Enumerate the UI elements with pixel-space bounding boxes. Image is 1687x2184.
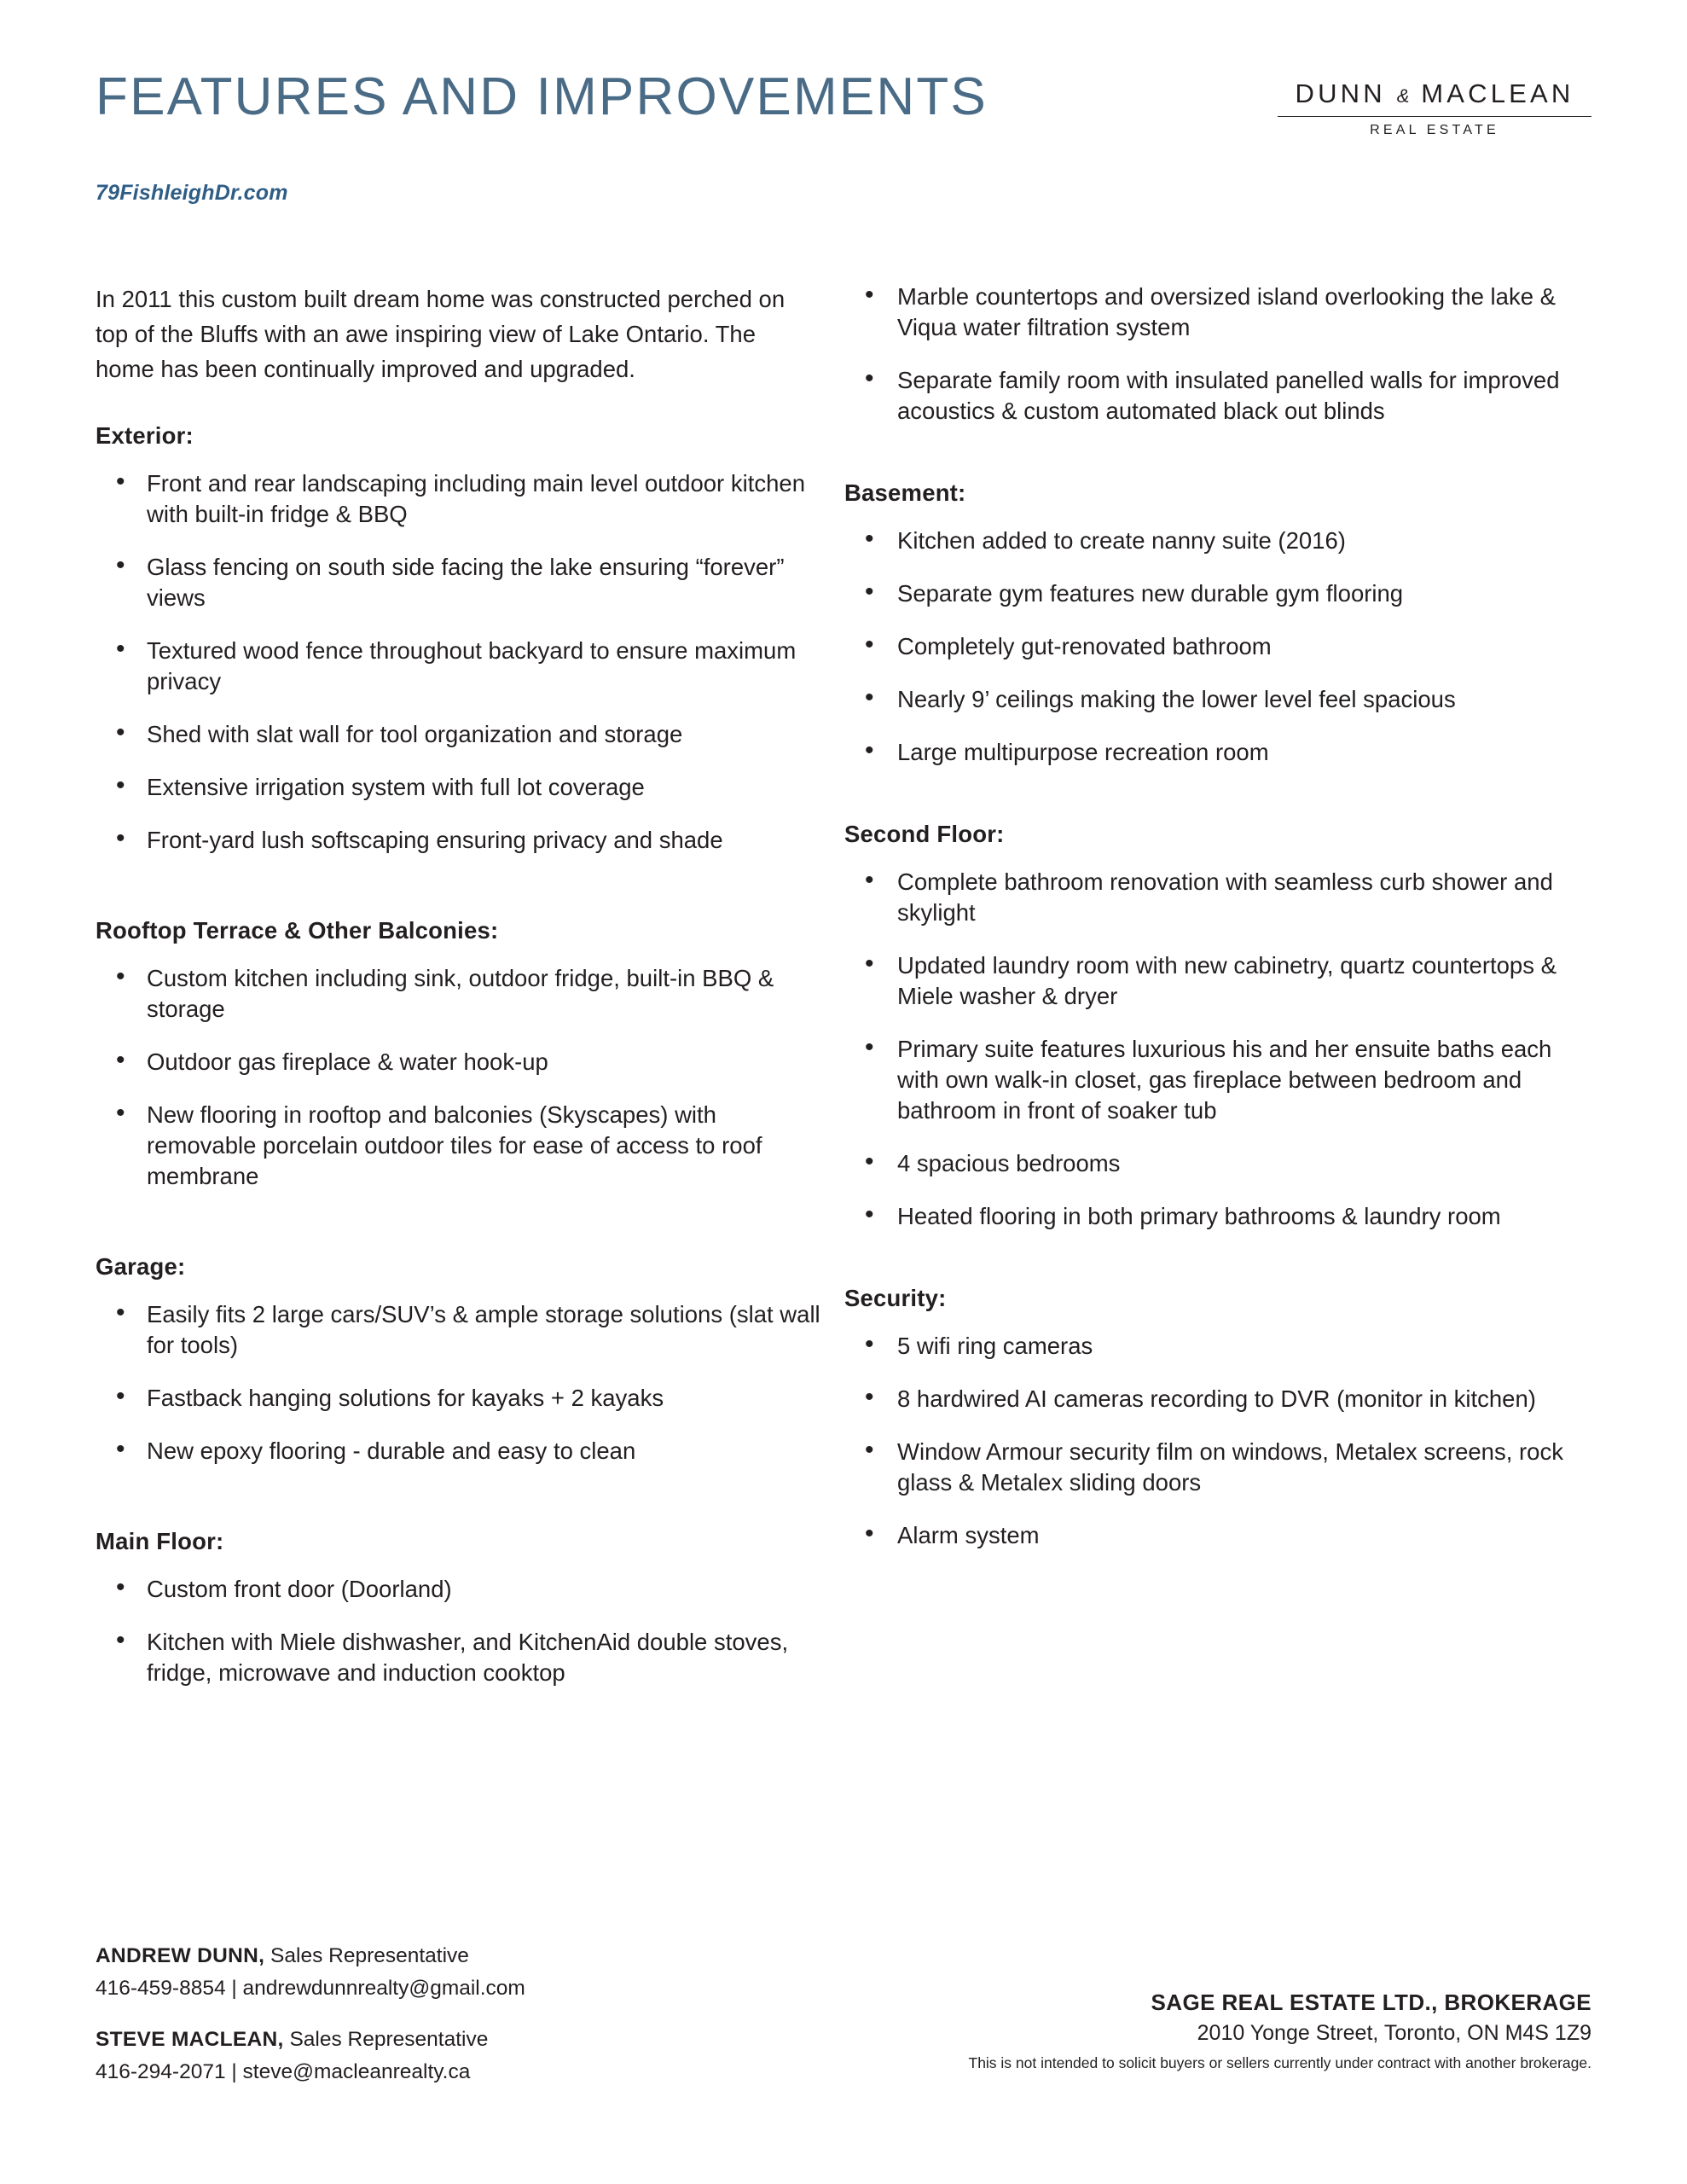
section-heading: Main Floor: xyxy=(96,1528,224,1554)
section-rooftop-terrace xyxy=(96,917,820,1192)
list-item: • Nearly 9’ ceilings making the lower level feel spacious xyxy=(844,684,1569,715)
section-heading: Garage: xyxy=(96,1253,186,1280)
brand-name-second: MACLEAN xyxy=(1421,78,1574,108)
brand-name-first: DUNN xyxy=(1295,78,1386,108)
list-item: • 8 hardwired AI cameras recording to DVR (monitor in kitchen) xyxy=(844,1384,1569,1414)
list-item: • Marble countertops and oversized island overlooking the lake & Viqua water filtration system xyxy=(844,282,1569,343)
disclaimer-text: This is not intended to solicit buyers or sellers currently under contract with another brokerage. xyxy=(968,2054,1591,2071)
list-item: • Fastback hanging solutions for kayaks + 2 kayaks xyxy=(96,1383,820,1414)
agent-contact[interactable]: 416-294-2071 | steve@macleanrealty.ca xyxy=(96,2060,471,2083)
feature-list xyxy=(844,1331,1569,1551)
agent-block-2 xyxy=(96,2024,525,2088)
list-item: • Textured wood fence throughout backyard to ensure maximum privacy xyxy=(96,636,820,697)
section-garage xyxy=(96,1253,820,1467)
list-item: • Heated flooring in both primary bathrooms & laundry room xyxy=(844,1201,1569,1232)
list-item: • Alarm system xyxy=(844,1520,1569,1551)
list-item: • 5 wifi ring cameras xyxy=(844,1331,1569,1362)
section-exterior xyxy=(96,422,820,856)
intro-paragraph: In 2011 this custom built dream home was constructed perched on top of the Bluffs with an awe inspiring view of Lake Ontario. The home has been continually improved and upgraded. xyxy=(96,286,786,382)
section-basement xyxy=(844,479,1569,768)
list-item: • Glass fencing on south side facing the lake ensuring “forever” views xyxy=(96,552,820,613)
list-item: • Kitchen added to create nanny suite (2016) xyxy=(844,526,1569,556)
list-item: • 4 spacious bedrooms xyxy=(844,1148,1569,1179)
agent-title: Sales Representative xyxy=(264,1944,469,1967)
section-heading: Rooftop Terrace & Other Balconies: xyxy=(96,917,499,944)
section-heading: Exterior: xyxy=(96,422,194,449)
agent-name: ANDREW DUNN, xyxy=(96,1944,265,1967)
brokerage-address: 2010 Yonge Street, Toronto, ON M4S 1Z9 xyxy=(1197,2021,1591,2045)
list-item: • Easily fits 2 large cars/SUV’s & ample storage solutions (slat wall for tools) xyxy=(96,1299,820,1361)
list-item: • Separate family room with insulated panelled walls for improved acoustics & custom automated black out blinds xyxy=(844,365,1569,427)
section-security xyxy=(844,1285,1569,1551)
feature-list xyxy=(844,867,1569,1232)
agent-contact[interactable]: 416-459-8854 | andrewdunnrealty@gmail.com xyxy=(96,1977,525,2000)
feature-list xyxy=(96,963,820,1192)
main-floor-continued-list xyxy=(844,282,1569,427)
section-heading: Basement: xyxy=(844,479,966,506)
agent-block-1 xyxy=(96,1940,525,2005)
spacer xyxy=(844,449,1569,479)
agent-name-line xyxy=(96,1940,525,1972)
list-item: • Front and rear landscaping including main level outdoor kitchen with built-in fridge & BBQ xyxy=(96,468,820,530)
list-item: • Updated laundry room with new cabinetry, quartz countertops & Miele washer & dryer xyxy=(844,950,1569,1012)
list-item: • Complete bathroom renovation with seamless curb shower and skylight xyxy=(844,867,1569,928)
list-item: • Completely gut-renovated bathroom xyxy=(844,631,1569,662)
list-item: • Kitchen with Miele dishwasher, and KitchenAid double stoves, fridge, microwave and induction cooktop xyxy=(96,1627,820,1688)
feature-list xyxy=(844,526,1569,768)
left-column xyxy=(96,282,820,1711)
agent-title: Sales Representative xyxy=(283,2028,489,2051)
property-website-link[interactable]: 79FishleighDr.com xyxy=(96,181,288,205)
agent-name-line xyxy=(96,2024,525,2056)
brokerage-name: SAGE REAL ESTATE LTD., BROKERAGE xyxy=(1151,1989,1591,2015)
list-item: • Large multipurpose recreation room xyxy=(844,737,1569,768)
spacer xyxy=(96,1489,820,1528)
list-item: • New flooring in rooftop and balconies (Skyscapes) with removable porcelain outdoor tiles for ease of access to roof membrane xyxy=(96,1100,820,1192)
list-item: • Shed with slat wall for tool organization and storage xyxy=(96,719,820,750)
list-item: • New epoxy flooring - durable and easy to clean xyxy=(96,1436,820,1467)
list-item: • Outdoor gas fireplace & water hook-up xyxy=(96,1047,820,1077)
brand-subtitle: REAL ESTATE xyxy=(1370,123,1499,137)
agent-contacts xyxy=(96,1940,525,2107)
list-item: • Primary suite features luxurious his and her ensuite baths each with own walk-in closet, gas fireplace between bedroom and bathroom in front of soaker tub xyxy=(844,1034,1569,1126)
document-header xyxy=(96,67,1597,177)
spacer xyxy=(844,790,1569,821)
agent-name: STEVE MACLEAN, xyxy=(96,2028,284,2051)
list-item: • Window Armour security film on windows, Metalex screens, rock glass & Metalex sliding doors xyxy=(844,1437,1569,1498)
list-item: • Custom front door (Doorland) xyxy=(96,1574,820,1605)
brand-ampersand: & xyxy=(1396,85,1411,107)
spacer xyxy=(844,1254,1569,1285)
page-title: FEATURES AND IMPROVEMENTS xyxy=(96,67,988,126)
feature-list xyxy=(96,468,820,856)
section-main-floor xyxy=(96,1528,820,1688)
spacer xyxy=(96,878,820,917)
feature-list xyxy=(96,1299,820,1467)
section-second-floor xyxy=(844,821,1569,1232)
brokerage-logo xyxy=(1272,78,1597,138)
feature-list xyxy=(96,1574,820,1688)
list-item: • Separate gym features new durable gym flooring xyxy=(844,578,1569,609)
brokerage-info xyxy=(969,1989,1592,2072)
section-heading: Second Floor: xyxy=(844,821,1005,847)
list-item: • Custom kitchen including sink, outdoor fridge, built-in BBQ & storage xyxy=(96,963,820,1025)
brand-divider xyxy=(1278,116,1591,117)
brand-name xyxy=(1272,78,1597,109)
spacer xyxy=(96,1214,820,1253)
document-footer xyxy=(96,1940,1591,2102)
right-column xyxy=(844,282,1569,1573)
section-heading: Security: xyxy=(844,1285,947,1311)
list-item: • Extensive irrigation system with full lot coverage xyxy=(96,772,820,803)
list-item: • Front-yard lush softscaping ensuring privacy and shade xyxy=(96,825,820,856)
